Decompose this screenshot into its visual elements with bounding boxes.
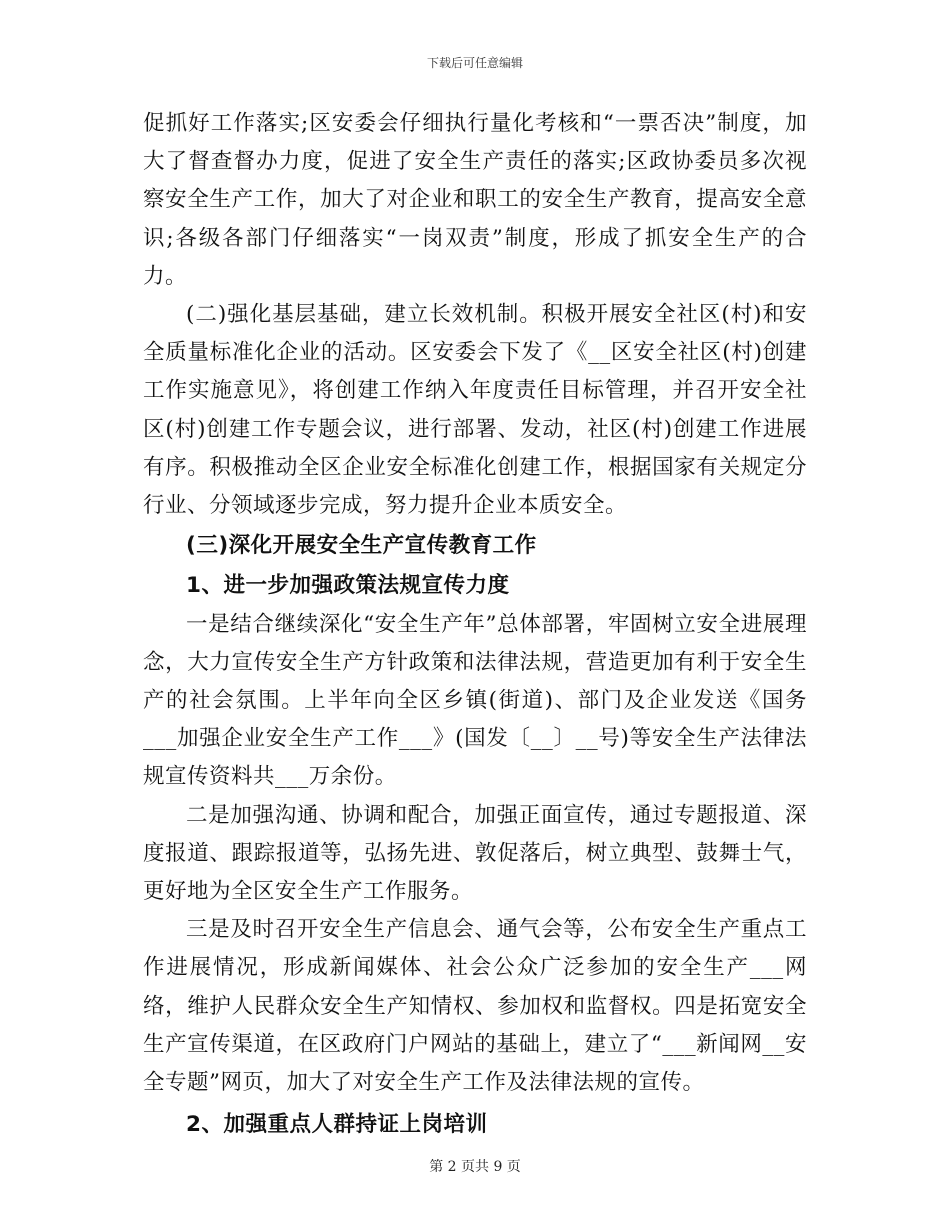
paragraph-section-2: (二)强化基层基础，建立长效机制。积极开展安全社区(村)和安全质量标准化企业的活动。区安委会下发了《__区安全社区(村)创建工作实施意见》，将创建工作纳入年度责任目标管理，并召开安全社区(村)创建工作专题会议，进行部署、发动，社区(村)创建工作进展有序。积极推动全区企业安全标准化创建工作，根据国家有关规定分行业、分领域逐步完成，努力提升企业本质安全。 (143, 302, 807, 519)
page-footer: 第 2 页共 9 页 (429, 1159, 521, 1175)
section-heading-3: (三)深化开展安全生产宣传教育工作 (186, 533, 537, 559)
subsection-heading-2: 2、加强重点人群持证上岗培训 (186, 1112, 488, 1138)
paragraph-continuation: 促抓好工作落实;区安委会仔细执行量化考核和“一票否决”制度，加大了督查督办力度，促进了安全生产责任的落实;区政协委员多次视察安全生产工作，加大了对企业和职工的安全生产教育，提高安全意识;各级各部门仔细落实“一岗双责”制度，形成了抓安全生产的合力。 (143, 111, 807, 289)
document-body (143, 105, 807, 1144)
paragraph-item-3: 三是及时召开安全生产信息会、通气会等，公布安全生产重点工作进展情况，形成新闻媒体、社会公众广泛参加的安全生产___网络，维护人民群众安全生产知情权、参加权和监督权。四是拓宽安全生产宣传渠道，在区政府门户网站的基础上，建立了“___新闻网__安全专题”网页，加大了对安全生产工作及法律法规的宣传。 (143, 917, 807, 1096)
subsection-heading-1: 1、进一步加强政策法规宣传力度 (186, 573, 510, 599)
paragraph-item-2: 二是加强沟通、协调和配合，加强正面宣传，通过专题报道、深度报道、跟踪报道等，弘扬先进、敦促落后，树立典型、鼓舞士气，更好地为全区安全生产工作服务。 (143, 802, 807, 905)
paragraph-item-1: 一是结合继续深化“安全生产年”总体部署，牢固树立安全进展理念，大力宣传安全生产方针政策和法律法规，营造更加有利于安全生产的社会氛围。上半年向全区乡镇(街道)、部门及企业发送《国务___加强企业安全生产工作___》(国发〔__〕__号)等安全生产法律法规宣传资料共___万余份。 (143, 611, 807, 790)
page-header: 下载后可任意编辑 (426, 56, 523, 70)
